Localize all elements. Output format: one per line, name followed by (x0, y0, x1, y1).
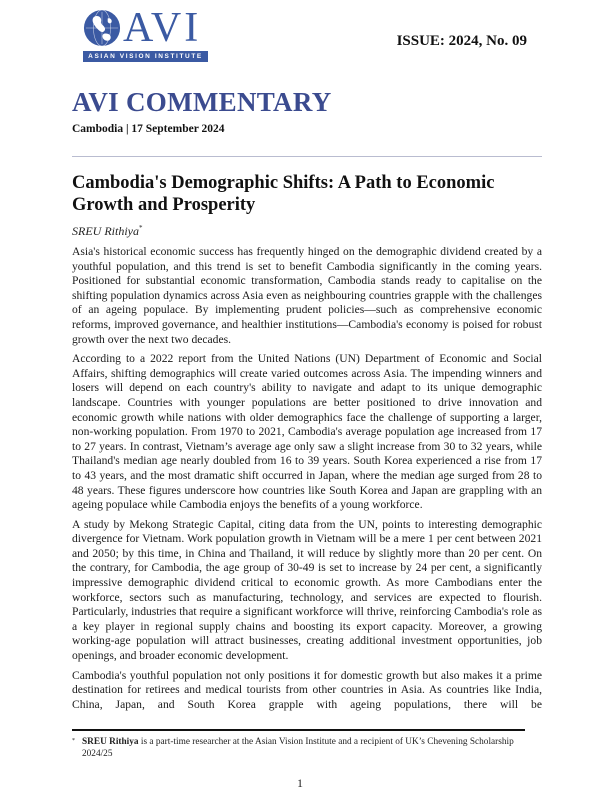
article-title: Cambodia's Demographic Shifts: A Path to Economic Growth and Prosperity (72, 173, 495, 215)
footnote-divider (72, 729, 525, 731)
series-title: AVI COMMENTARY (72, 87, 332, 117)
paragraph: A study by Mekong Strategic Capital, citing data from the UN, points to interesting demographic divergence for Vietnam. Work population growth in Vietnam will be a mere 1 per cent between 2021 and 2050; by this time, in China and Thailand, it will reduce by slightly more than 20 per cent. On the contrary, for Cambodia, the age group of 30-49 is set to increase by 24 per cent, a significantly impressive demographic dividend critical to economic growth. As more Cambodians enter the workforce, sectors such as manufacturing, technology, and services are expected to flourish. Particularly, industries that require a significant workforce will thrive, reinforcing Cambodia's role as a key player in regional supply chains and boosting its export capacity. Moreover, a growing working-age population will attract businesses, creating additional investment opportunities, job openings, and broader economic development. (72, 517, 542, 663)
paragraph: Cambodia's youthful population not only positions it for domestic growth but also makes it a prime destination for retirees and medical tourists from other countries in Asia. As countries like India, China, Japan, and South Korea grapple with ageing populations, there will be (72, 668, 542, 711)
header-divider (72, 156, 542, 157)
logo-tagline: ASIAN VISION INSTITUTE (83, 51, 208, 62)
footnote-text: is a part-time researcher at the Asian Vision Institute and a recipient of UK’s Chevening Scholarship 2024/25 (82, 737, 514, 759)
article-body (72, 245, 542, 717)
logo-wordmark: AVI (123, 5, 202, 51)
footnote-author: SREU Rithiya (82, 737, 139, 747)
dateline: Cambodia | 17 September 2024 (72, 123, 225, 135)
footnote-marker: * (72, 738, 75, 744)
paragraph: According to a 2022 report from the United Nations (UN) Department of Economic and Social Affairs, shifting demographics will create varied outcomes across Asia. The impending winners and losers will depend on each country's ability to navigate and adapt to its unique demographic landscape. Countries with younger populations are better positioned to drive innovation and economic growth while nations with older demographics face the challenge of supporting a larger, non-working population. From 1970 to 2021, Cambodia's average population age increased from 17 to 27 years. In contrast, Vietnam’s average age only saw a slight increase from 30 to 32 years, while Thailand's median age nearly doubled from 16 to 39 years. South Korea experienced a rise from 17 to 43 years, and the most dramatic shift occurred in Japan, where the median age surged from 28 to 48 years. These figures underscore how countries like South Korea and Japan are grappling with an ageing populace while Cambodia enjoys the benefits of a young workforce. (72, 352, 542, 512)
footnote-marker[interactable]: * (138, 224, 143, 232)
issue-number: ISSUE: 2024, No. 09 (396, 33, 527, 49)
paragraph: Asia's historical economic success has frequently hinged on the demographic dividend created by a youthful population, and this trend is set to benefit Cambodia significantly in the coming years. Positioned for substantial economic transformation, Cambodia stands ready to capitalise on the shifting population dynamics across Asia even as neighbouring countries grapple with the challenges of an ageing populace. By implementing prudent policies—such as comprehensive economic reforms, improved governance, and healthier institutions—Cambodia's economy is poised for robust growth over the next two decades. (72, 245, 542, 346)
globe-icon (83, 9, 121, 47)
footnote (72, 736, 532, 760)
avi-logo (83, 5, 208, 64)
author-byline (72, 224, 142, 239)
author-name: SREU Rithiya (72, 224, 139, 238)
page-number: 1 (297, 776, 303, 790)
